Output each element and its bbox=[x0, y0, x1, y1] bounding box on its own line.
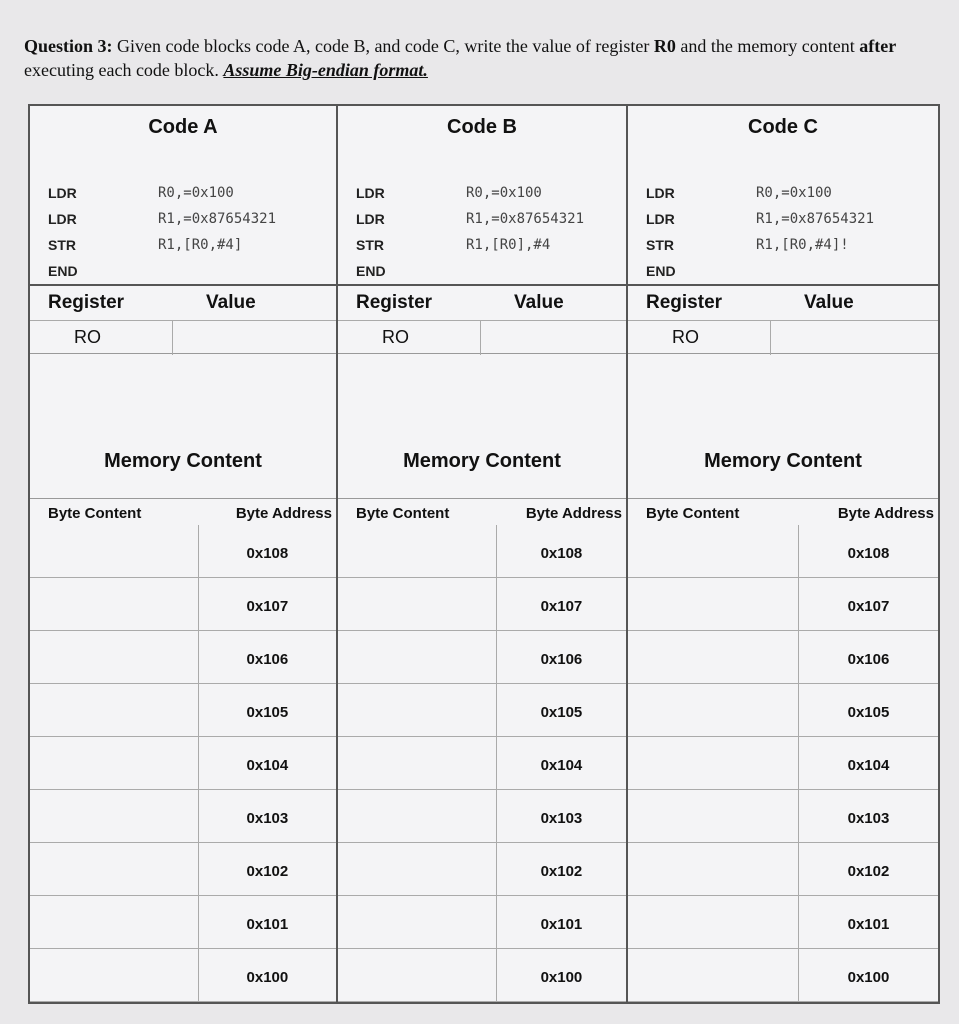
code-listing bbox=[646, 180, 874, 284]
code-block-title: Code C bbox=[748, 116, 818, 138]
byte-content-cell[interactable] bbox=[30, 684, 199, 736]
instruction-opcode: LDR bbox=[48, 211, 77, 227]
instruction-operands: R0,=0x100 bbox=[756, 185, 832, 201]
register-table bbox=[338, 284, 626, 354]
memory-row bbox=[338, 737, 626, 790]
byte-address: 0x106 bbox=[540, 651, 583, 668]
memory-row bbox=[30, 631, 336, 684]
byte-address: 0x106 bbox=[847, 651, 890, 668]
instruction-opcode: STR bbox=[48, 237, 76, 253]
byte-address: 0x107 bbox=[847, 598, 890, 615]
memory-row bbox=[30, 737, 336, 790]
column-code-a bbox=[30, 106, 338, 1002]
byte-address: 0x100 bbox=[246, 969, 289, 986]
memory-row bbox=[338, 896, 626, 949]
value-header: Value bbox=[206, 292, 256, 313]
instruction-opcode: STR bbox=[356, 237, 384, 253]
byte-content-cell[interactable] bbox=[30, 737, 199, 789]
memory-row bbox=[30, 684, 336, 737]
byte-address: 0x104 bbox=[847, 757, 890, 774]
memory-content-title: Memory Content bbox=[104, 450, 262, 472]
register-table-header bbox=[338, 286, 626, 321]
code-line bbox=[356, 206, 584, 232]
byte-content-cell[interactable] bbox=[338, 525, 497, 577]
memory-row bbox=[30, 843, 336, 896]
register-table-header bbox=[628, 286, 938, 321]
memory-row bbox=[30, 949, 336, 1002]
memory-row bbox=[30, 896, 336, 949]
column-code-c bbox=[628, 106, 938, 1002]
instruction-opcode: LDR bbox=[356, 185, 385, 201]
register-name: RO bbox=[30, 321, 173, 355]
code-listing bbox=[356, 180, 584, 284]
register-name: RO bbox=[338, 321, 481, 355]
code-line bbox=[356, 232, 584, 258]
byte-address: 0x105 bbox=[540, 704, 583, 721]
byte-address: 0x101 bbox=[540, 916, 583, 933]
code-line bbox=[646, 232, 874, 258]
code-block-title: Code B bbox=[447, 116, 517, 138]
memory-row bbox=[628, 525, 938, 578]
byte-content-cell[interactable] bbox=[30, 843, 199, 895]
memory-row bbox=[628, 896, 938, 949]
instruction-opcode: LDR bbox=[356, 211, 385, 227]
memory-table bbox=[30, 498, 336, 1002]
question-assumption: Assume Big-endian format. bbox=[223, 60, 428, 80]
memory-row bbox=[628, 684, 938, 737]
byte-address: 0x101 bbox=[847, 916, 890, 933]
instruction-opcode: END bbox=[646, 263, 676, 279]
register-header: Register bbox=[646, 292, 723, 313]
byte-content-cell[interactable] bbox=[338, 843, 497, 895]
code-block-title: Code A bbox=[148, 116, 218, 138]
memory-table bbox=[628, 498, 938, 1002]
memory-row bbox=[628, 631, 938, 684]
byte-address: 0x107 bbox=[540, 598, 583, 615]
memory-row bbox=[338, 525, 626, 578]
question-register: R0 bbox=[653, 36, 676, 56]
byte-content-cell[interactable] bbox=[628, 896, 799, 948]
byte-address: 0x106 bbox=[246, 651, 289, 668]
byte-address: 0x108 bbox=[847, 545, 890, 562]
memory-row bbox=[338, 949, 626, 1002]
byte-content-cell[interactable] bbox=[628, 843, 799, 895]
instruction-operands: R1,=0x87654321 bbox=[158, 211, 277, 227]
question-label: Question 3: bbox=[24, 36, 113, 56]
code-line bbox=[48, 180, 276, 206]
memory-row bbox=[628, 790, 938, 843]
byte-address-header: Byte Address bbox=[837, 505, 934, 522]
code-line bbox=[356, 258, 584, 284]
code-line bbox=[646, 180, 874, 206]
byte-content-cell[interactable] bbox=[628, 949, 799, 1001]
byte-content-cell[interactable] bbox=[628, 684, 799, 736]
value-header: Value bbox=[514, 292, 564, 313]
instruction-operands: R1,[R0],#4 bbox=[466, 237, 551, 253]
register-table bbox=[30, 284, 336, 354]
byte-content-cell[interactable] bbox=[30, 525, 199, 577]
byte-content-cell[interactable] bbox=[338, 896, 497, 948]
byte-content-cell[interactable] bbox=[30, 896, 199, 948]
byte-content-header: Byte Content bbox=[646, 505, 740, 522]
answer-sheet bbox=[28, 104, 940, 1004]
memory-row bbox=[338, 631, 626, 684]
byte-address: 0x105 bbox=[847, 704, 890, 721]
byte-content-cell[interactable] bbox=[628, 737, 799, 789]
register-row bbox=[628, 321, 938, 355]
instruction-opcode: LDR bbox=[646, 211, 675, 227]
byte-content-cell[interactable] bbox=[628, 578, 799, 630]
register-header: Register bbox=[356, 292, 433, 313]
byte-content-cell[interactable] bbox=[628, 525, 799, 577]
register-row bbox=[30, 321, 336, 355]
byte-content-cell[interactable] bbox=[338, 737, 497, 789]
code-line bbox=[48, 232, 276, 258]
code-line bbox=[646, 206, 874, 232]
byte-address: 0x103 bbox=[246, 810, 289, 827]
memory-row bbox=[338, 843, 626, 896]
instruction-opcode: STR bbox=[646, 237, 674, 253]
byte-content-cell[interactable] bbox=[30, 790, 199, 842]
byte-address: 0x108 bbox=[540, 545, 583, 562]
code-line bbox=[646, 258, 874, 284]
byte-content-cell[interactable] bbox=[628, 631, 799, 683]
memory-content-title: Memory Content bbox=[704, 450, 862, 472]
code-line bbox=[48, 258, 276, 284]
question-text-part3: executing each code block. bbox=[24, 60, 224, 80]
byte-address: 0x105 bbox=[246, 704, 289, 721]
byte-address: 0x102 bbox=[246, 863, 289, 880]
byte-address: 0x101 bbox=[246, 916, 289, 933]
instruction-operands: R1,=0x87654321 bbox=[466, 211, 585, 227]
byte-content-cell[interactable] bbox=[338, 949, 497, 1001]
question-after: after bbox=[859, 36, 897, 56]
memory-row bbox=[628, 949, 938, 1002]
byte-address: 0x103 bbox=[540, 810, 583, 827]
question-text bbox=[24, 34, 924, 82]
memory-row bbox=[628, 843, 938, 896]
byte-address-header: Byte Address bbox=[525, 505, 622, 522]
byte-address: 0x103 bbox=[847, 810, 890, 827]
memory-content-title: Memory Content bbox=[403, 450, 561, 472]
memory-table-header bbox=[628, 499, 938, 525]
memory-table bbox=[338, 498, 626, 1002]
register-name: RO bbox=[628, 321, 771, 355]
code-line bbox=[48, 206, 276, 232]
byte-address: 0x102 bbox=[847, 863, 890, 880]
byte-content-header: Byte Content bbox=[48, 505, 142, 522]
byte-address: 0x108 bbox=[246, 545, 289, 562]
memory-row bbox=[30, 790, 336, 843]
byte-content-cell[interactable] bbox=[338, 790, 497, 842]
question-text-part2: and the memory content bbox=[675, 36, 860, 56]
instruction-operands: R1,[R0,#4] bbox=[158, 237, 243, 253]
byte-content-cell[interactable] bbox=[30, 631, 199, 683]
memory-row bbox=[338, 684, 626, 737]
byte-address-header: Byte Address bbox=[235, 505, 332, 522]
code-line bbox=[356, 180, 584, 206]
instruction-opcode: END bbox=[48, 263, 78, 279]
instruction-opcode: LDR bbox=[646, 185, 675, 201]
instruction-opcode: END bbox=[356, 263, 386, 279]
byte-content-cell[interactable] bbox=[338, 578, 497, 630]
byte-address: 0x102 bbox=[540, 863, 583, 880]
instruction-opcode: LDR bbox=[48, 185, 77, 201]
byte-content-cell[interactable] bbox=[30, 949, 199, 1001]
question-text-part1: Given code blocks code A, code B, and code C, write the value of register bbox=[112, 36, 654, 56]
byte-address: 0x104 bbox=[540, 757, 583, 774]
instruction-operands: R0,=0x100 bbox=[158, 185, 234, 201]
memory-row bbox=[628, 578, 938, 631]
byte-content-cell[interactable] bbox=[628, 790, 799, 842]
memory-row bbox=[338, 578, 626, 631]
byte-content-cell[interactable] bbox=[338, 631, 497, 683]
byte-address: 0x100 bbox=[847, 969, 890, 986]
register-header: Register bbox=[48, 292, 125, 313]
byte-content-cell[interactable] bbox=[30, 578, 199, 630]
register-row bbox=[338, 321, 626, 355]
instruction-operands: R0,=0x100 bbox=[466, 185, 542, 201]
memory-table-header bbox=[338, 499, 626, 525]
byte-address: 0x107 bbox=[246, 598, 289, 615]
memory-row bbox=[30, 578, 336, 631]
register-table-header bbox=[30, 286, 336, 321]
memory-row bbox=[628, 737, 938, 790]
instruction-operands: R1,[R0,#4]! bbox=[756, 237, 849, 253]
byte-content-header: Byte Content bbox=[356, 505, 450, 522]
memory-table-header bbox=[30, 499, 336, 525]
instruction-operands: R1,=0x87654321 bbox=[756, 211, 875, 227]
byte-address: 0x100 bbox=[540, 969, 583, 986]
register-table bbox=[628, 284, 938, 354]
memory-row bbox=[338, 790, 626, 843]
code-listing bbox=[48, 180, 276, 284]
byte-content-cell[interactable] bbox=[338, 684, 497, 736]
value-header: Value bbox=[804, 292, 854, 313]
byte-address: 0x104 bbox=[246, 757, 289, 774]
column-code-b bbox=[338, 106, 628, 1002]
memory-row bbox=[30, 525, 336, 578]
